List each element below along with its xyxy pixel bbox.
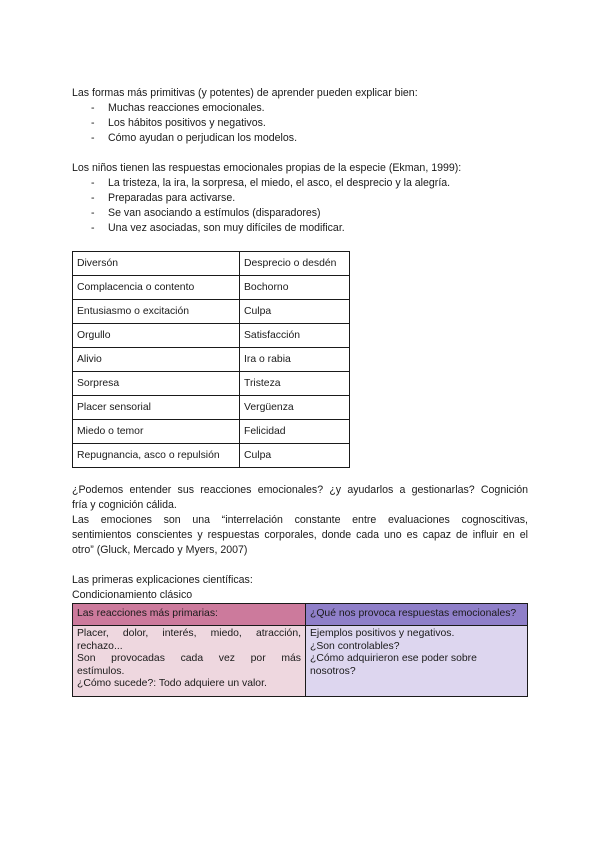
section3-heading: Las primeras explicaciones científicas: bbox=[72, 574, 253, 586]
table-row bbox=[73, 348, 350, 372]
table-header-cell: ¿Qué nos provoca respuestas emocionales? bbox=[306, 604, 528, 626]
table-cell: Placer sensorial bbox=[73, 396, 240, 420]
definition-line: Las emociones son una “interrelación constante entre evaluaciones cognoscitivas, bbox=[72, 514, 528, 526]
classical-conditioning-table bbox=[72, 603, 528, 697]
list-item: - Cómo ayudan o perjudican los modelos. bbox=[72, 131, 528, 146]
cell-line: estímulos. bbox=[77, 665, 125, 677]
table-row bbox=[73, 300, 350, 324]
question-paragraph bbox=[72, 483, 528, 513]
table-cell: Culpa bbox=[240, 444, 350, 468]
table-cell: Tristeza bbox=[240, 372, 350, 396]
table-cell: Culpa bbox=[240, 300, 350, 324]
definition-line: sentimientos conscientes y respuestas corporales, donde cada uno es capaz de influir en el bbox=[72, 529, 528, 541]
table-row bbox=[73, 420, 350, 444]
table-cell: Repugnancia, asco o repulsión bbox=[73, 444, 240, 468]
cell-line: ¿Son controlables? bbox=[310, 640, 400, 652]
table-row bbox=[73, 276, 350, 300]
list-item: - Se van asociando a estímulos (disparadores) bbox=[72, 206, 528, 221]
list-item: - Muchas reacciones emocionales. bbox=[72, 101, 528, 116]
table-cell: Alivio bbox=[73, 348, 240, 372]
document-page bbox=[72, 86, 528, 697]
table-header-cell: Las reacciones más primarias: bbox=[73, 604, 306, 626]
cell-line: Ejemplos positivos y negativos. bbox=[310, 628, 455, 639]
list-item: - Los hábitos positivos y negativos. bbox=[72, 116, 528, 131]
section1-list bbox=[72, 101, 528, 146]
cell-line: ¿Cómo adquirieron ese poder sobre nosotros? bbox=[310, 653, 477, 677]
emotions-table bbox=[72, 251, 350, 468]
table-cell: Entusiasmo o excitación bbox=[73, 300, 240, 324]
table-row bbox=[73, 396, 350, 420]
definition-line: otro” (Gluck, Mercado y Myers, 2007) bbox=[72, 544, 248, 556]
table-row bbox=[73, 626, 528, 697]
table-cell: Bochorno bbox=[240, 276, 350, 300]
definition-paragraph bbox=[72, 513, 528, 558]
cell-line: rechazo... bbox=[77, 640, 123, 652]
list-item: - Una vez asociadas, son muy difíciles de modificar. bbox=[72, 221, 528, 236]
section1-intro: Las formas más primitivas (y potentes) de aprender pueden explicar bien: bbox=[72, 87, 418, 99]
table-cell: Orgullo bbox=[73, 324, 240, 348]
table-row bbox=[73, 252, 350, 276]
section3-subheading: Condicionamiento clásico bbox=[72, 589, 193, 601]
cell-line: Son provocadas cada vez por más bbox=[77, 653, 301, 664]
list-item: - La tristeza, la ira, la sorpresa, el miedo, el asco, el desprecio y la alegría. bbox=[72, 176, 528, 191]
table-cell bbox=[306, 626, 528, 697]
table-cell: Diversón bbox=[73, 252, 240, 276]
cell-line: ¿Cómo sucede?: Todo adquiere un valor. bbox=[77, 678, 267, 689]
section2-list bbox=[72, 176, 528, 236]
table-cell: Vergüenza bbox=[240, 396, 350, 420]
table-row bbox=[73, 444, 350, 468]
question-line: ¿Podemos entender sus reacciones emocionales? ¿y ayudarlos a gestionarlas? Cognición bbox=[72, 484, 528, 496]
section2-intro: Los niños tienen las respuestas emocionales propias de la especie (Ekman, 1999): bbox=[72, 162, 462, 174]
table-cell: Complacencia o contento bbox=[73, 276, 240, 300]
table-row bbox=[73, 324, 350, 348]
table-cell: Miedo o temor bbox=[73, 420, 240, 444]
table-cell: Satisfacción bbox=[240, 324, 350, 348]
table-cell bbox=[73, 626, 306, 697]
table-cell: Sorpresa bbox=[73, 372, 240, 396]
table-row bbox=[73, 372, 350, 396]
table-header-row bbox=[73, 604, 528, 626]
table-cell: Ira o rabia bbox=[240, 348, 350, 372]
table-cell: Felicidad bbox=[240, 420, 350, 444]
cell-line: Placer, dolor, interés, miedo, atracción, bbox=[77, 628, 301, 639]
list-item: - Preparadas para activarse. bbox=[72, 191, 528, 206]
question-line: fría y cognición cálida. bbox=[72, 499, 177, 511]
table-cell: Desprecio o desdén bbox=[240, 252, 350, 276]
